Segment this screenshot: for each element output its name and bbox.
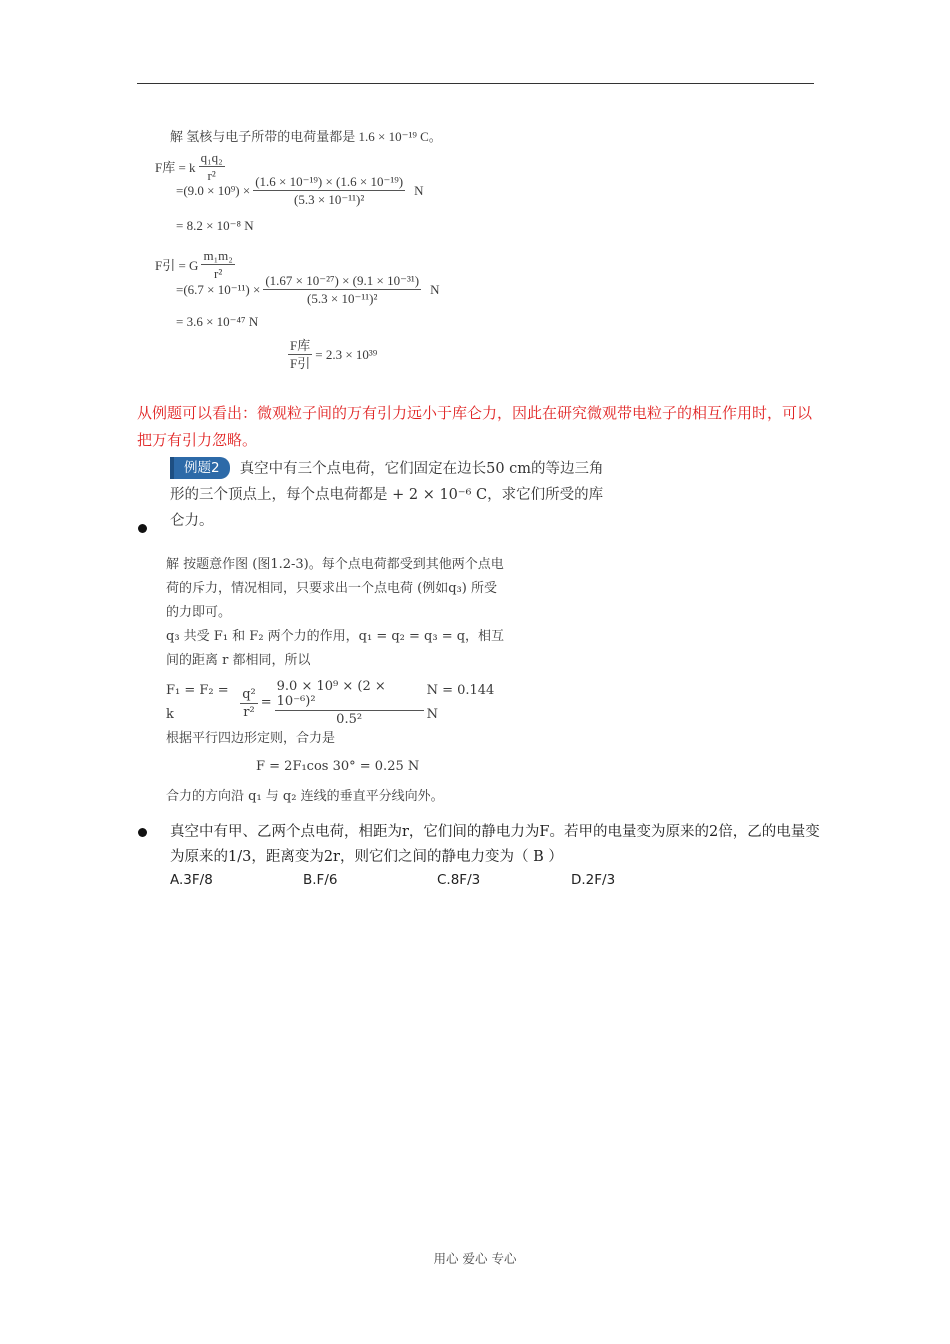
coulomb-step1	[176, 174, 423, 207]
page-footer: 用心 爱心 专心	[433, 1251, 517, 1266]
fraction-denominator: F引	[290, 356, 311, 371]
unit: N	[414, 182, 424, 198]
fraction-numerator: m₁m₂	[203, 248, 233, 263]
fraction-numerator: 9.0 × 10⁹ × (2 × 10⁻⁶)²	[275, 679, 424, 711]
example1-intro: 解 氢核与电子所带的电荷量都是 1.6 × 10⁻¹⁹ C。	[170, 129, 442, 144]
solution-line2: q₃ 共受 F₁ 和 F₂ 两个力的作用，q₁ = q₂ = q₃ = q，相互间的距离 r 都相同，所以	[166, 629, 505, 668]
example2-text: 真空中有三个点电荷，它们固定在边长50 cm的等边三角形的三个顶点上，每个点电荷都是 + 2 × 10⁻⁶ C，求它们所受的库仑力。	[170, 461, 604, 529]
force-ratio	[285, 338, 377, 371]
solution-formula1: F₁ = F₂ = k $\frac{\text{q²}}{\text{r²}}$ = $\frac{\text{9.0 × 10⁹ × (2 × 10⁻⁶)²}}{\text{0.5²}}$ N = 0.144 N	[166, 679, 506, 727]
formula-result: N = 0.144 N	[426, 683, 495, 722]
coulomb-result: = 8.2 × 10⁻⁸ N	[176, 218, 254, 233]
option-a: A.3F/8	[170, 872, 213, 888]
ratio-value: = 2.3 × 10³⁹	[315, 346, 378, 362]
fraction-numerator: (1.6 × 10⁻¹⁹) × (1.6 × 10⁻¹⁹)	[255, 174, 404, 189]
question-stem: 真空中有甲、乙两个点电荷，相距为r，它们间的静电力为F。若甲的电量变为原来的2倍，乙的电量变为原来的1/3，距离变为2r，则它们之间的静电力变为（ B ）	[170, 824, 820, 865]
solution-formula2: F = 2F₁cos 30° = 0.25 N	[256, 759, 420, 774]
step-prefix: =(6.7 × 10⁻¹¹) ×	[176, 281, 261, 297]
example2-tag: 例题2	[170, 457, 230, 479]
gravity-result: = 3.6 × 10⁻⁴⁷ N	[176, 314, 259, 329]
example2-problem	[170, 456, 610, 534]
coulomb-label: F库 = k	[155, 160, 196, 175]
fraction-denominator: (5.3 × 10⁻¹¹)²	[307, 291, 378, 306]
fraction-denominator: r²	[213, 266, 223, 281]
example2-solution	[166, 553, 506, 809]
header-rule	[137, 83, 814, 84]
solution-line4: 合力的方向沿 q₁ 与 q₂ 连线的垂直平分线向外。	[166, 789, 444, 804]
fraction-denominator: r²	[207, 168, 216, 183]
fraction-numerator: (1.67 × 10⁻²⁷) × (9.1 × 10⁻³¹)	[265, 273, 420, 288]
fraction-denominator: 0.5²	[336, 712, 363, 727]
question-text	[170, 820, 820, 870]
bullet-icon	[138, 828, 147, 837]
step-prefix: =(9.0 × 10⁹) ×	[176, 182, 251, 198]
step-fraction	[263, 273, 421, 306]
ratio-fraction	[288, 338, 312, 371]
bullet-icon	[138, 524, 147, 533]
solution-line3: 根据平行四边形定则，合力是	[166, 731, 336, 746]
formula-fraction	[240, 687, 258, 720]
option-c: C.8F/3	[437, 872, 481, 888]
option-d: D.2F/3	[571, 872, 616, 888]
gravity-step1	[176, 273, 439, 306]
fraction-denominator: r²	[243, 704, 255, 720]
option-b: B.F/6	[303, 872, 338, 888]
unit: N	[430, 281, 440, 297]
solution-line1: 解 按题意作图 (图1.2-3)。每个点电荷都受到其他两个点电荷的斥力，情况相同，只要求出一个点电荷 (例如q₃) 所受的力即可。	[166, 557, 504, 620]
conclusion-note: 从例题可以看出：微观粒子间的万有引力远小于库仑力，因此在研究微观带电粒子的相互作用时，可以把万有引力忽略。	[137, 404, 813, 449]
step-fraction	[253, 174, 405, 207]
formula-mid-fraction	[275, 679, 424, 727]
formula-left: F₁ = F₂ = k	[166, 683, 229, 722]
fraction-denominator: (5.3 × 10⁻¹¹)²	[293, 192, 365, 207]
fraction-numerator: q²	[242, 686, 256, 702]
gravity-label: F引 = G	[155, 258, 199, 273]
fraction-numerator: F库	[290, 338, 311, 353]
fraction-numerator: q₁q₂	[200, 150, 223, 165]
